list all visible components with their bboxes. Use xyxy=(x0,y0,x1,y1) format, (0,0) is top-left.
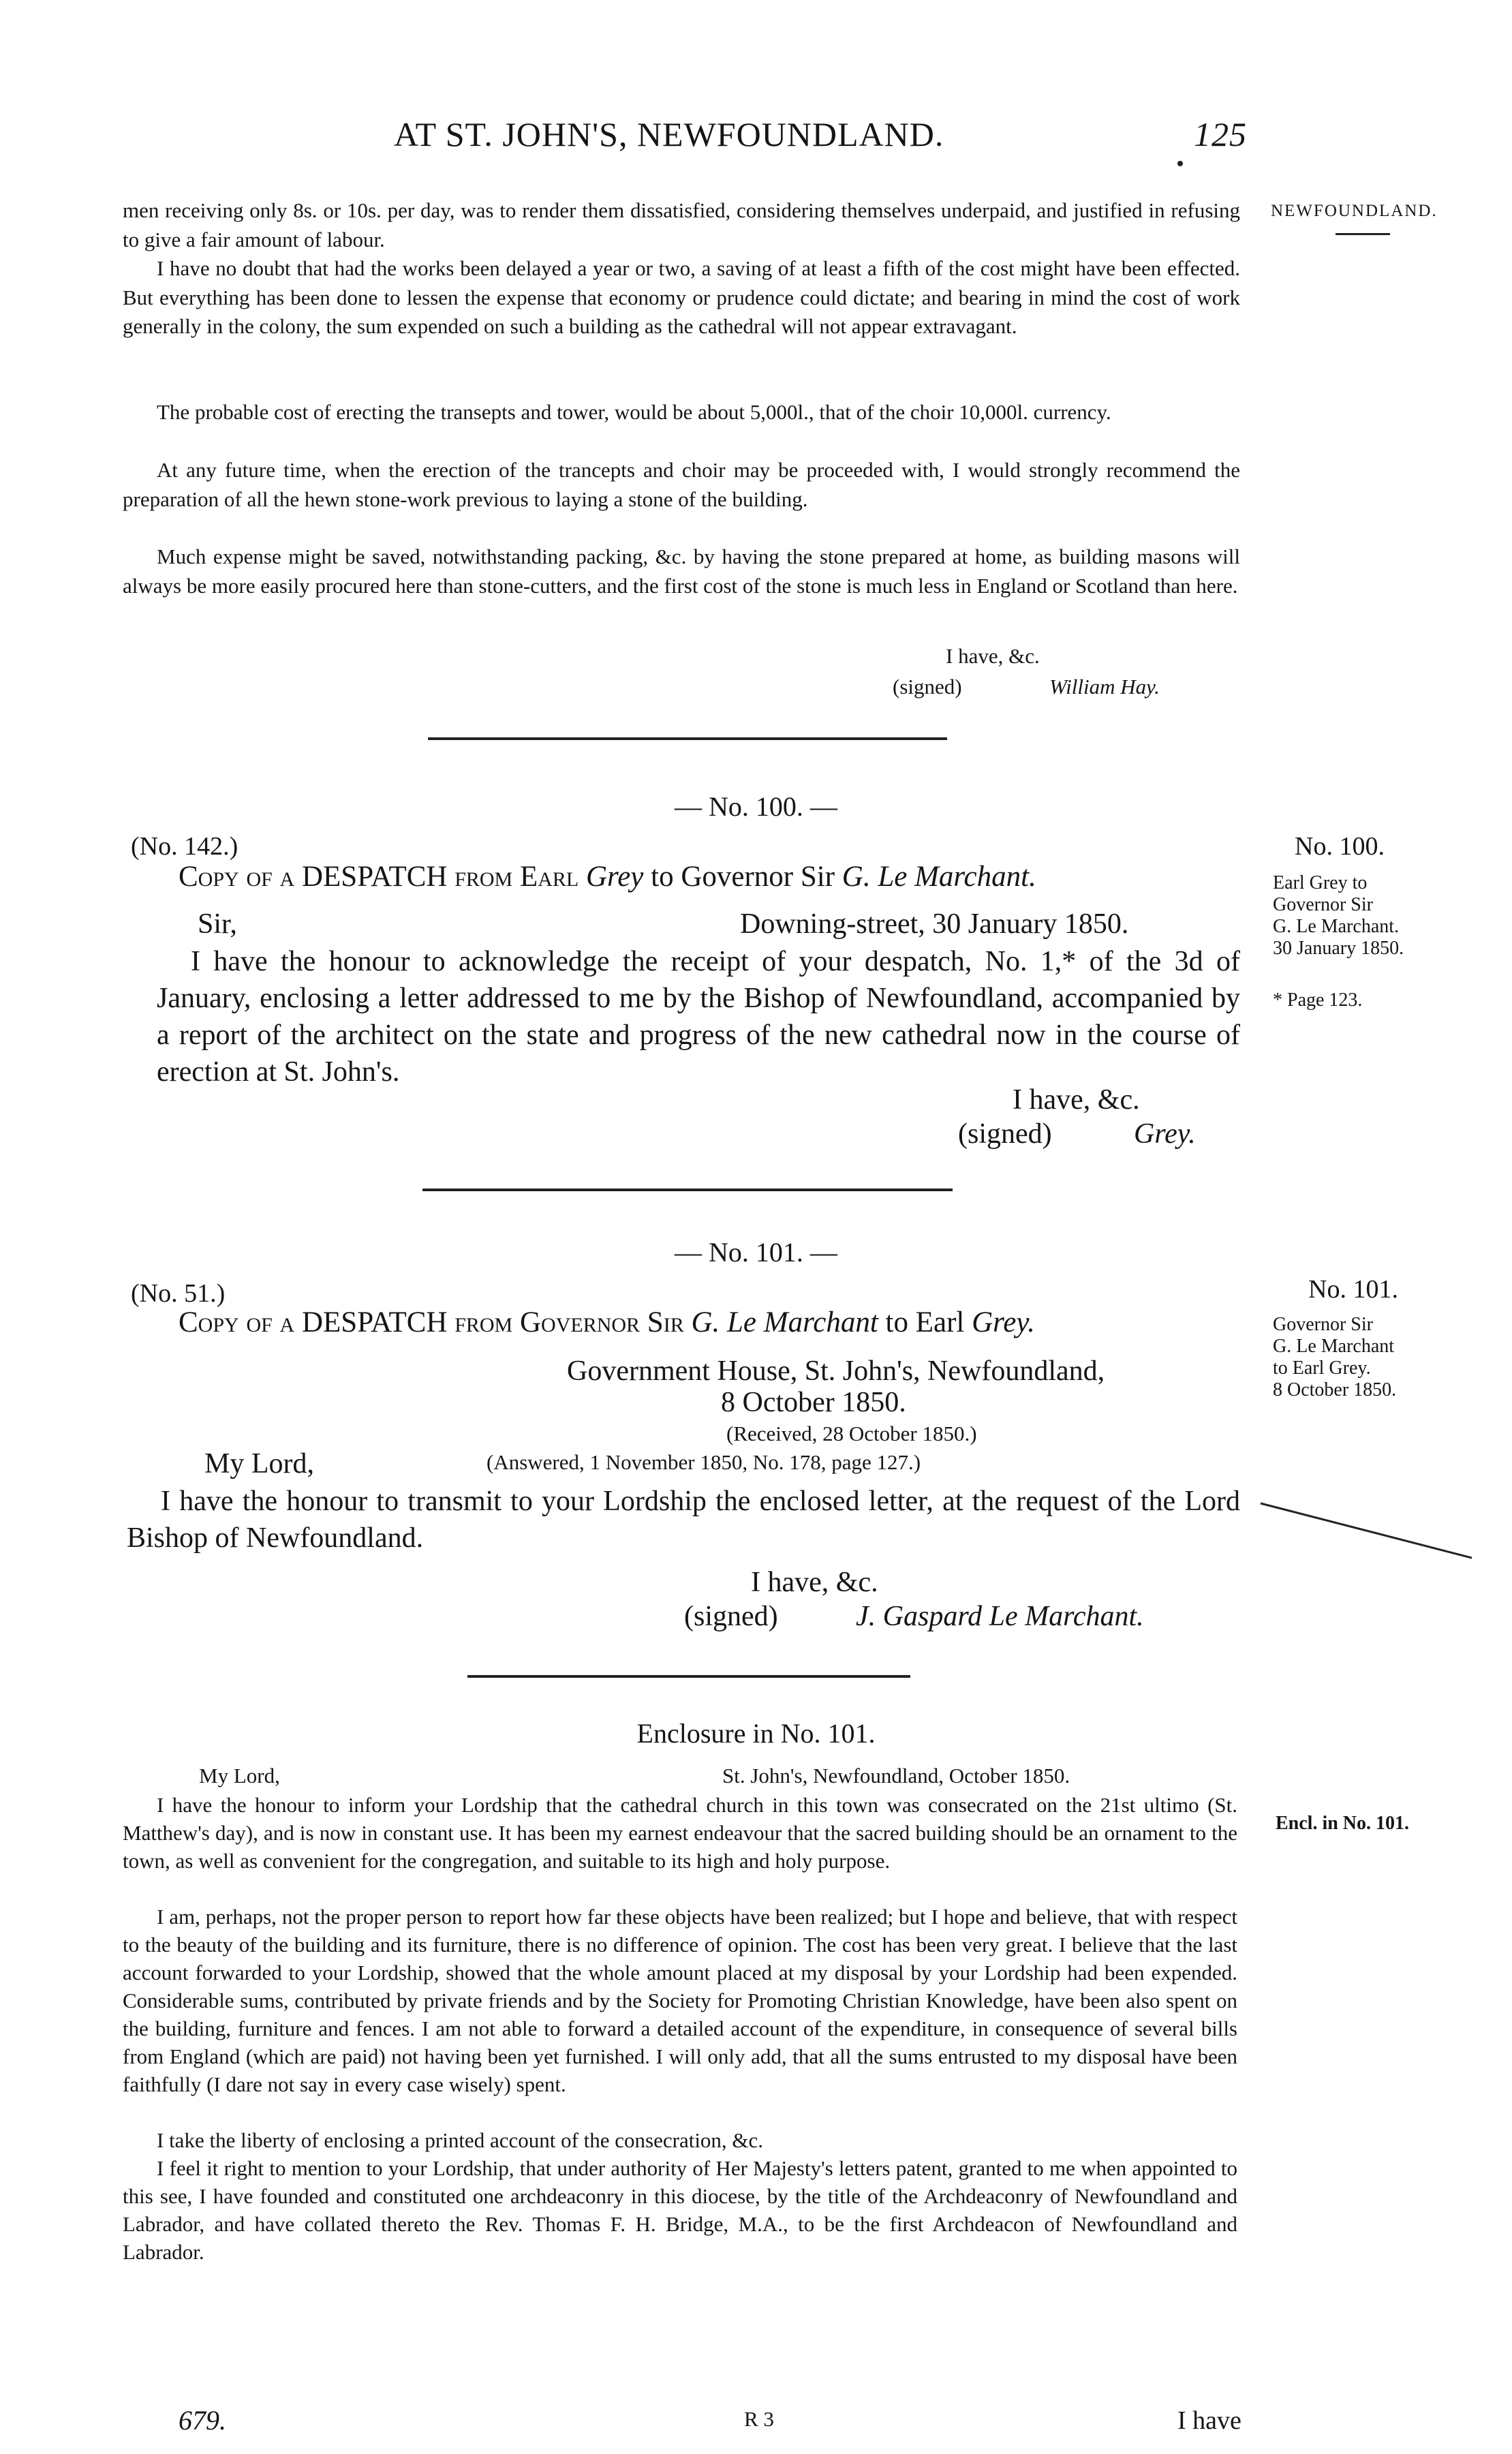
letter1-paragraph-5: Much expense might be saved, notwithstanding packing, &c. by having the stone prepared at home, as building masons will always be more easily procured here than stone-cutters, and the first cost of the stone is much less in England or Scotland than here. xyxy=(123,545,1240,598)
document-100-closing: I have, &c. xyxy=(1013,1084,1140,1116)
document-100-body: I have the honour to acknowledge the receipt of your despatch, No. 1,* of the 3d of January, enclosing a letter addressed to me by the Bishop of Newfoundland, accompanied by a report of the architect on the state and progress of the new cathedral now in the course of erection at St. John's. xyxy=(157,946,1240,1088)
document-100-signed-label: (signed) xyxy=(958,1118,1052,1150)
document-101-answered: (Answered, 1 November 1850, No. 178, page 127.) xyxy=(487,1450,921,1474)
ink-dot xyxy=(1177,161,1183,166)
letter1-signature: William Hay. xyxy=(1049,675,1160,699)
document-101-salutation: My Lord, xyxy=(204,1448,314,1479)
letter1-paragraph-2: I have no doubt that had the works been delayed a year or two, a saving of at least a fifth of the cost might have been effected. But everything has been done to lessen the expense that economy or prudence could dictate; and bearing in mind the cost of work generally in the colony, the sum expended on such a building as the cathedral will not appear extravagant. xyxy=(123,256,1240,338)
letter1-signed-label: (signed) xyxy=(893,675,962,699)
enclosure-paragraph-4: I feel it right to mention to your Lordship, that under authority of Her Majesty's letters patent, granted to me when appointed to this see, I have founded and constituted one archdeaconry in this diocese, by the title of the Archdeaconry of Newfoundland and Labrador, and have collated thereto the Rev. Thomas F. H. Bridge, M.A., to be the first Archdeacon of Newfoundland and Labrador. xyxy=(123,2156,1237,2264)
margin-note-no101: Governor Sir G. Le Marchant to Earl Grey. 8 October 1850. xyxy=(1273,1314,1397,1400)
document-100-salutation: Sir, xyxy=(198,908,237,940)
document-101-place: Government House, St. John's, Newfoundland, xyxy=(567,1355,1105,1387)
enclosure-place-date: St. John's, Newfoundland, October 1850. xyxy=(722,1764,1070,1788)
section-rule xyxy=(422,1188,953,1191)
document-100-heading: — No. 100. — xyxy=(675,791,837,822)
margin-heading-newfoundland: NEWFOUNDLAND. xyxy=(1271,202,1438,220)
enclosure-heading: Enclosure in No. 101. xyxy=(636,1718,876,1749)
letter1-closing: I have, &c. xyxy=(946,644,1040,668)
page-number: 125 xyxy=(1194,115,1247,153)
section-rule xyxy=(467,1675,910,1678)
margin-heading-no101: No. 101. xyxy=(1308,1275,1398,1304)
document-101-title: Copy of a DESPATCH from Governor Sir G. Le Marchant to Earl Grey. xyxy=(179,1306,1035,1338)
margin-rule xyxy=(1336,233,1390,235)
enclosure-paragraph-1: I have the honour to inform your Lordship that the cathedral church in this town was consecrated on the 21st ultimo (St. Matthew's day), and is now in constant use. It has been my earnest endeavour that the sacred building should be an ornament to the town, as well as convenient for the congregation, and suitable to its high and holy purpose. xyxy=(123,1793,1237,1873)
letter1-paragraph-1: men receiving only 8s. or 10s. per day, was to render them dissatisfied, considering themselves underpaid, and justified in refusing to give a fair amount of labour. xyxy=(123,198,1240,251)
document-100-signature: Grey. xyxy=(1134,1118,1196,1150)
enclosure-salutation: My Lord, xyxy=(199,1764,280,1788)
margin-footnote-ref: * Page 123. xyxy=(1273,990,1363,1011)
letter1-paragraph-3: The probable cost of erecting the transepts and tower, would be about 5,000l., that of the choir 10,000l. currency. xyxy=(157,400,1111,424)
margin-note-enclosure: Encl. in No. 101. xyxy=(1276,1813,1410,1834)
section-rule xyxy=(428,737,947,740)
document-101-signature: J. Gaspard Le Marchant. xyxy=(856,1601,1144,1632)
document-101-date: 8 October 1850. xyxy=(721,1387,906,1418)
enclosure-paragraph-2: I am, perhaps, not the proper person to report how far these objects have been realized; but I hope and believe, that with respect to the beauty of the building and its furniture, there is no difference of opinion. The cost has been very great. I believe that the last account forwarded to your Lordship, showed that the whole amount placed at my disposal by your Lordship had been expended. Considerable sums, contributed by private friends and by the Society for Promoting Christian Knowledge, have been also spent on the building, furniture and fences. I am not able to forward a detailed account of the expenditure, in consequence of several bills from England (which are paid) not having been yet furnished. I will only add, that all the sums entrusted to my disposal have been faithfully (I dare not say in every case wisely) spent. xyxy=(123,1905,1237,2096)
document-100-place-date: Downing-street, 30 January 1850. xyxy=(740,908,1129,940)
margin-note-no100: Earl Grey to Governor Sir G. Le Marchant. 30 January 1850. xyxy=(1273,872,1404,959)
document-101-number: (No. 51.) xyxy=(131,1279,226,1308)
document-101-heading: — No. 101. — xyxy=(675,1237,837,1268)
document-100-title: Copy of a DESPATCH from Earl Grey to Governor Sir G. Le Marchant. xyxy=(179,861,1036,893)
margin-flourish xyxy=(1254,1490,1479,1565)
margin-heading-no100: No. 100. xyxy=(1295,832,1385,861)
document-101-received: (Received, 28 October 1850.) xyxy=(726,1422,977,1445)
document-101-body: I have the honour to transmit to your Lordship the enclosed letter, at the request of the Lord Bishop of Newfoundland. xyxy=(127,1486,1240,1554)
document-100-number: (No. 142.) xyxy=(131,832,238,861)
running-header: AT ST. JOHN'S, NEWFOUNDLAND. xyxy=(394,115,944,153)
footer-catchword: I have xyxy=(1177,2406,1241,2435)
footer-signature-mark: R 3 xyxy=(744,2407,774,2431)
letter1-paragraph-4: At any future time, when the erection of the trancepts and choir may be proceeded with, I would strongly recommend the preparation of all the hewn stone-work previous to laying a stone of the building. xyxy=(123,458,1240,511)
document-101-signed-label: (signed) xyxy=(684,1601,778,1632)
footer-sheet-number: 679. xyxy=(179,2405,226,2436)
enclosure-paragraph-3: I take the liberty of enclosing a printed account of the consecration, &c. xyxy=(157,2128,764,2152)
document-101-closing: I have, &c. xyxy=(751,1567,878,1598)
